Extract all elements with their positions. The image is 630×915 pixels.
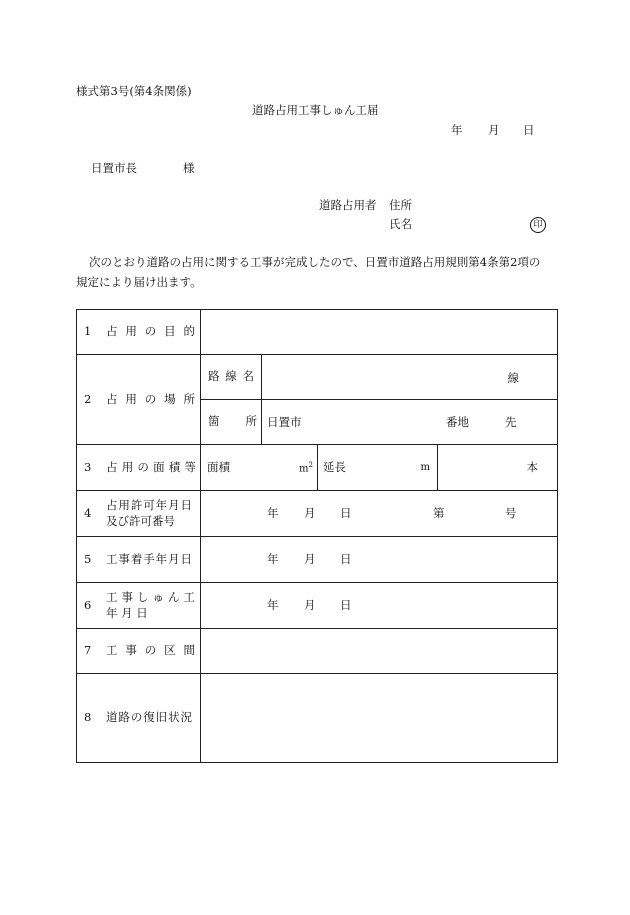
form-number: 様式第3号(第4条関係) — [76, 84, 192, 98]
row-completion-date — [77, 583, 558, 629]
month-label: 月 — [304, 598, 316, 612]
row-permit — [77, 491, 558, 537]
start-date-field[interactable] — [201, 537, 558, 583]
start-date-label: 工事着手年月日 — [106, 551, 193, 566]
label-start-date — [77, 537, 201, 583]
label-permit — [77, 491, 201, 537]
route-name-field[interactable] — [262, 355, 558, 400]
row-location-route — [77, 355, 558, 400]
completion-label-line2: 年 月 日 — [106, 605, 148, 620]
row-number: 8 — [84, 710, 92, 725]
addressee: 日置市長 — [91, 161, 137, 175]
row-number: 5 — [84, 551, 92, 566]
label-section: 7 工 事 の 区 間 — [77, 629, 201, 674]
row-start-date — [77, 537, 558, 583]
row-number: 2 — [84, 391, 92, 406]
completion-date-field[interactable] — [201, 583, 558, 629]
row-purpose — [77, 310, 558, 355]
area-label: 面積 — [207, 460, 230, 474]
dai-label: 第 — [433, 506, 445, 520]
label-restoration — [77, 674, 201, 763]
label-location: 2 占 用 の 場 所 — [77, 355, 201, 445]
label-area: 3 占 用 の 面 積 等 — [77, 445, 201, 491]
date-day-label: 日 — [523, 123, 535, 137]
day-label: 日 — [340, 506, 352, 520]
document-title: 道路占用工事しゅん工届 — [252, 103, 379, 117]
row-number: 1 — [84, 324, 92, 339]
length-unit: m — [420, 462, 430, 473]
place-label: 箇 所 — [201, 400, 262, 445]
honorific: 様 — [183, 161, 195, 175]
restoration-field[interactable] — [201, 674, 558, 763]
month-label: 月 — [304, 552, 316, 566]
restoration-label: 道路の復旧状況 — [106, 710, 193, 725]
permit-field[interactable] — [201, 491, 558, 537]
row-restoration — [77, 674, 558, 763]
permit-label-line1: 占用許可年月日 — [106, 497, 193, 512]
date-month-label: 月 — [488, 123, 500, 137]
count-unit: 本 — [526, 460, 538, 474]
row-number: 6 — [84, 597, 92, 612]
applicant-label: 道路占用者 — [319, 198, 377, 212]
seal-mark: 印 — [530, 217, 546, 233]
area-field[interactable] — [201, 445, 318, 491]
saki-label: 先 — [505, 415, 517, 429]
year-label: 年 — [267, 552, 279, 566]
length-label: 延長 — [323, 460, 346, 474]
length-field[interactable] — [318, 445, 438, 491]
row-number: 4 — [84, 505, 92, 520]
purpose-field[interactable] — [201, 310, 558, 355]
route-name-label: 路 線 名 — [201, 355, 262, 400]
body-text-line1: 次のとおり道路の占用に関する工事が完成したので、日置市道路占用規則第4条第2項の — [89, 255, 541, 269]
address-label: 住所 — [389, 198, 412, 212]
row-number: 3 — [84, 459, 92, 474]
row-area — [77, 445, 558, 491]
city-name: 日置市 — [267, 415, 302, 429]
month-label: 月 — [304, 506, 316, 520]
row-number: 7 — [84, 643, 92, 658]
day-label: 日 — [340, 598, 352, 612]
label-purpose: 1 占 用 の 目 的 — [77, 310, 201, 355]
banchi-label: 番地 — [446, 415, 469, 429]
count-field[interactable] — [438, 445, 558, 491]
report-form-table — [76, 309, 558, 763]
permit-label-line2: 及び許可番号 — [106, 513, 175, 528]
body-text-line2: 規定により届け出ます。 — [76, 275, 202, 289]
place-field[interactable] — [262, 400, 558, 445]
label-completion-date: 6 工 事 し ゅ ん 工 年 月 日 — [77, 583, 201, 629]
name-label: 氏名 — [389, 217, 412, 231]
section-field[interactable] — [201, 629, 558, 674]
row-section — [77, 629, 558, 674]
day-label: 日 — [340, 552, 352, 566]
date-year-label: 年 — [451, 123, 463, 137]
go-label: 号 — [505, 506, 517, 520]
year-label: 年 — [267, 506, 279, 520]
area-unit: $m^2$ — [299, 461, 313, 475]
year-label: 年 — [267, 598, 279, 612]
route-suffix: 線 — [507, 371, 519, 385]
